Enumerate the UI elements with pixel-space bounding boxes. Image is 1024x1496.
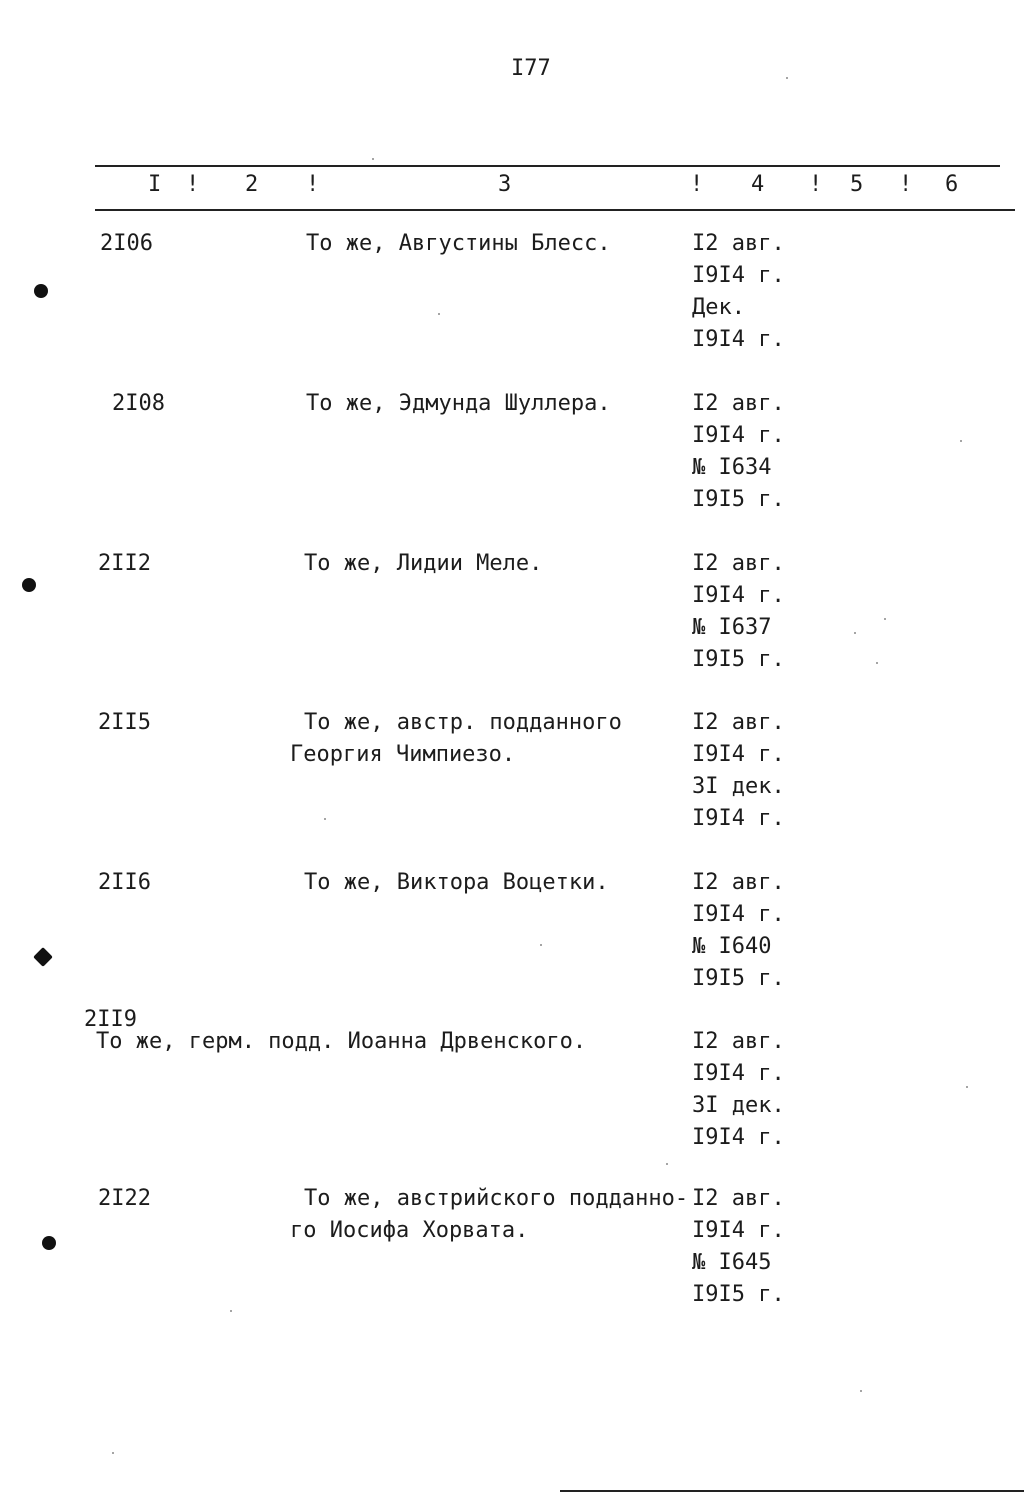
scan-speck bbox=[112, 1452, 114, 1454]
row-number: 2I22 bbox=[98, 1186, 151, 1211]
scan-speck bbox=[230, 1310, 232, 1312]
scan-speck bbox=[666, 1163, 668, 1165]
date-line: I9I4 г. bbox=[692, 1125, 785, 1150]
date-line: I2 авг. bbox=[692, 870, 785, 895]
row-description bbox=[304, 867, 609, 899]
date-line: Дек. bbox=[692, 295, 745, 320]
date-line: I9I5 г. bbox=[692, 966, 785, 991]
date-line: № I645 bbox=[692, 1250, 772, 1275]
date-line: I9I4 г. bbox=[692, 1061, 785, 1086]
date-line: I9I4 г. bbox=[692, 742, 785, 767]
row-description bbox=[290, 1183, 688, 1247]
row-number: 2I06 bbox=[100, 231, 153, 256]
scan-speck bbox=[540, 944, 542, 946]
row-date bbox=[692, 388, 785, 516]
date-line: I9I4 г. bbox=[692, 583, 785, 608]
row-description bbox=[304, 548, 542, 580]
description-line: То же, Эдмунда Шуллера. bbox=[306, 391, 611, 416]
date-line: I9I5 г. bbox=[692, 647, 785, 672]
header-separator: ! bbox=[809, 172, 823, 197]
row-date bbox=[692, 707, 785, 835]
scan-speck bbox=[438, 313, 440, 315]
date-line: I9I4 г. bbox=[692, 423, 785, 448]
scan-speck bbox=[372, 158, 374, 160]
row-description bbox=[96, 1026, 586, 1058]
date-line: I2 авг. bbox=[692, 1186, 785, 1211]
header-bottom-rule bbox=[95, 209, 1015, 211]
punch-hole-mark bbox=[33, 947, 53, 967]
punch-hole-mark bbox=[42, 1236, 56, 1250]
header-col-3: 3 bbox=[498, 172, 512, 197]
row-number: 2II2 bbox=[98, 551, 151, 576]
date-line: № I637 bbox=[692, 615, 772, 640]
date-line: I9I5 г. bbox=[692, 487, 785, 512]
row-number: 2II5 bbox=[98, 710, 151, 735]
header-col-6: 6 bbox=[945, 172, 959, 197]
row-date bbox=[692, 1183, 785, 1311]
header-col-1: I bbox=[148, 172, 162, 197]
row-number: 2I08 bbox=[112, 391, 165, 416]
description-line: То же, Августины Блесс. bbox=[306, 231, 611, 256]
punch-hole-mark bbox=[22, 578, 36, 592]
description-line: го Иосифа Хорвата. bbox=[290, 1218, 529, 1243]
date-line: I9I4 г. bbox=[692, 1218, 785, 1243]
row-description bbox=[306, 228, 611, 260]
date-line: 3I дек. bbox=[692, 1093, 785, 1118]
date-line: № I634 bbox=[692, 455, 772, 480]
date-line: I9I4 г. bbox=[692, 806, 785, 831]
row-number: 2II9 bbox=[84, 1007, 137, 1032]
row-date bbox=[692, 228, 785, 356]
header-top-rule bbox=[95, 165, 1000, 167]
date-line: I9I5 г. bbox=[692, 1282, 785, 1307]
date-line: I9I4 г. bbox=[692, 327, 785, 352]
date-line: I2 авг. bbox=[692, 231, 785, 256]
scan-speck bbox=[324, 818, 326, 820]
date-line: I2 авг. bbox=[692, 391, 785, 416]
scan-speck bbox=[966, 1086, 968, 1088]
date-line: I2 авг. bbox=[692, 710, 785, 735]
header-separator: ! bbox=[306, 172, 320, 197]
date-line: I2 авг. bbox=[692, 551, 785, 576]
scan-speck bbox=[854, 632, 856, 634]
row-date bbox=[692, 1026, 785, 1154]
scan-speck bbox=[786, 77, 788, 79]
date-line: I9I4 г. bbox=[692, 902, 785, 927]
header-separator: ! bbox=[186, 172, 200, 197]
date-line: I9I4 г. bbox=[692, 263, 785, 288]
punch-hole-mark bbox=[34, 284, 48, 298]
row-date bbox=[692, 548, 785, 676]
header-separator: ! bbox=[899, 172, 913, 197]
description-line: То же, Лидии Меле. bbox=[304, 551, 543, 576]
date-line: I2 авг. bbox=[692, 1029, 785, 1054]
header-col-4: 4 bbox=[751, 172, 765, 197]
description-line: То же, австр. подданного bbox=[304, 710, 622, 735]
header-col-5: 5 bbox=[850, 172, 864, 197]
scan-speck bbox=[876, 662, 878, 664]
scan-speck bbox=[860, 1390, 862, 1392]
scan-speck bbox=[884, 618, 886, 620]
description-line: То же, герм. подд. Иоанна Дрвенского. bbox=[96, 1029, 587, 1054]
row-date bbox=[692, 867, 785, 995]
header-separator: ! bbox=[690, 172, 704, 197]
scan-speck bbox=[960, 440, 962, 442]
date-line: № I640 bbox=[692, 934, 772, 959]
description-line: То же, австрийского подданно- bbox=[304, 1186, 689, 1211]
description-line: То же, Виктора Воцетки. bbox=[304, 870, 609, 895]
bottom-rule bbox=[560, 1490, 1024, 1492]
row-number: 2II6 bbox=[98, 870, 151, 895]
page-number: I77 bbox=[511, 56, 551, 81]
row-description bbox=[306, 388, 611, 420]
description-line: Георгия Чимпиезо. bbox=[290, 742, 516, 767]
date-line: 3I дек. bbox=[692, 774, 785, 799]
header-col-2: 2 bbox=[245, 172, 259, 197]
row-description bbox=[290, 707, 622, 771]
